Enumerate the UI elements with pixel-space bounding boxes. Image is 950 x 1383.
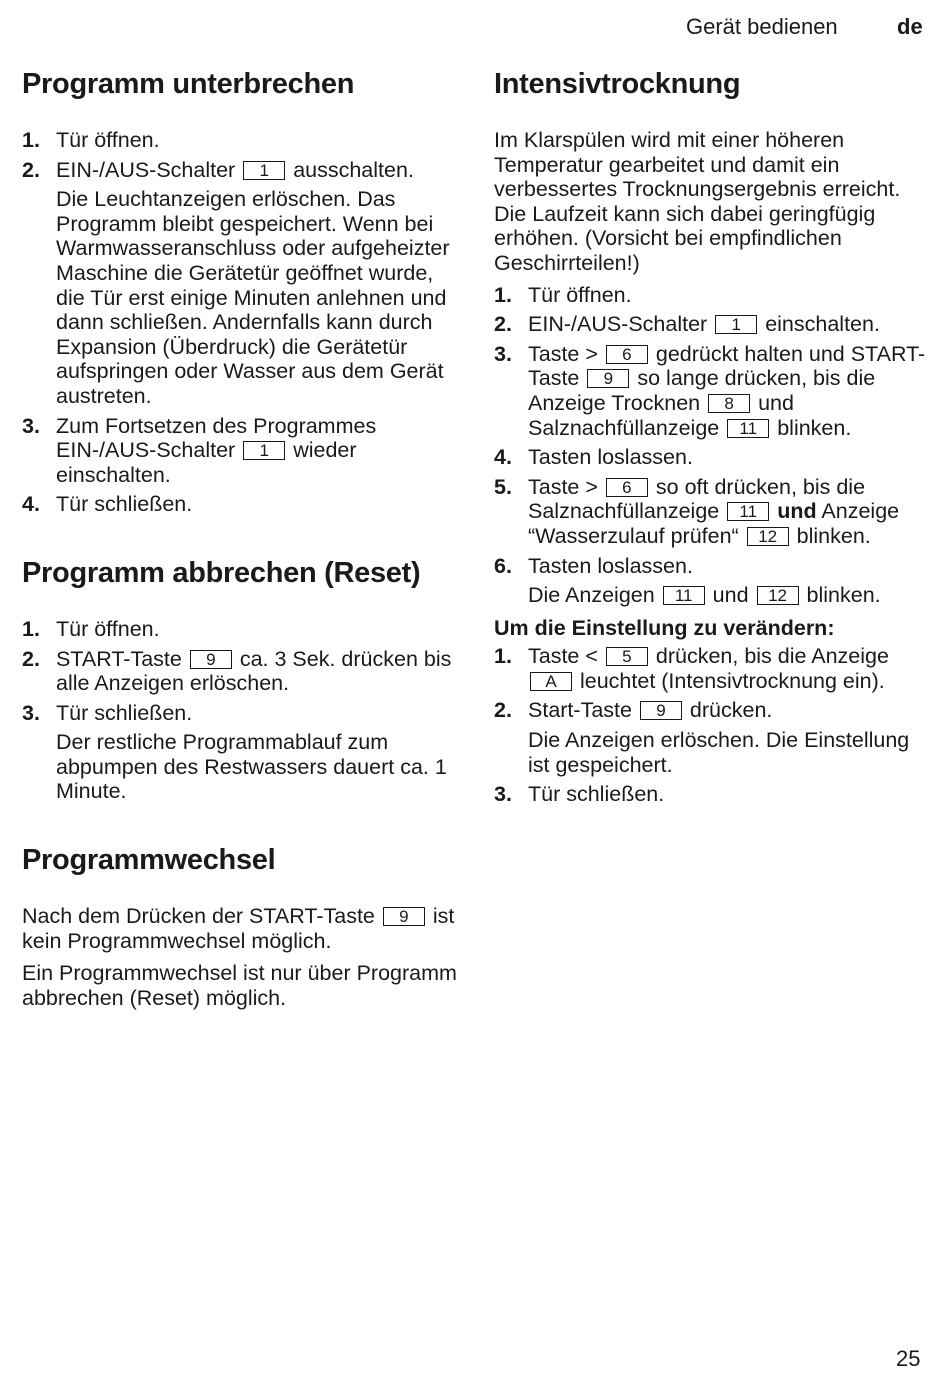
key-symbol: 6: [606, 345, 648, 364]
step-text: Tür schließen.: [528, 782, 665, 807]
key-symbol: 11: [727, 502, 769, 521]
list-item: [494, 644, 929, 693]
page-number: 25: [896, 1346, 921, 1371]
step-text: Anzeige “Wasserzulauf prüfen“: [528, 499, 900, 548]
step-text: gedrückt halten und START-Taste: [528, 341, 926, 391]
step-note: [528, 583, 929, 608]
key-symbol: 9: [640, 701, 682, 720]
step-text: Taste <: [528, 644, 598, 669]
step-number: 4.: [22, 492, 40, 517]
section-title-pause: Programm unterbrechen: [22, 68, 355, 100]
step-number: 1.: [22, 128, 40, 152]
step-text: Tasten loslassen.: [528, 553, 693, 578]
step-text: Tür öffnen.: [56, 616, 160, 641]
list-item: [22, 128, 462, 153]
step-number: 6.: [494, 553, 512, 578]
list-item: [22, 617, 462, 642]
key-symbol: 1: [243, 161, 285, 180]
step-text: Tasten loslassen.: [528, 445, 693, 470]
list-item: [22, 647, 462, 696]
intro-paragraph: Im Klarspülen wird mit einer höheren Temperatur gearbeitet und damit ein verbessertes Trocknungsergebnis erreicht. Die Laufzeit kann sich dabei geringfügig erhöhen. (Vorsicht bei empfindlichen Geschirrteilen!): [494, 128, 901, 275]
section-title-intensive-drying: Intensivtrocknung: [494, 68, 741, 100]
step-text: Taste >: [528, 341, 598, 366]
step-text: Tür schließen.: [56, 700, 193, 725]
step-number: 2.: [22, 646, 40, 671]
step-number: 3.: [494, 782, 512, 807]
step-text-bold: und: [777, 499, 817, 524]
list-item: [494, 342, 929, 440]
list-item: [22, 492, 462, 517]
step-note-text: und: [712, 583, 749, 608]
list-item: [494, 445, 929, 470]
step-text: Tür schließen.: [56, 492, 193, 517]
step-number: 4.: [494, 445, 512, 470]
step-text: Tür öffnen.: [56, 128, 160, 152]
step-text: wieder einschalten.: [56, 438, 357, 487]
step-text: drücken.: [689, 698, 773, 723]
header-section-title: Gerät bedienen: [686, 14, 838, 39]
intensive-steps: [494, 283, 929, 608]
step-text: EIN-/AUS-Schalter: [528, 312, 708, 337]
step-text: blinken.: [796, 523, 871, 548]
step-number: 1.: [22, 616, 40, 641]
header-language: de: [897, 14, 923, 39]
paragraph-text: Nach dem Drücken der START-Taste: [22, 904, 375, 929]
step-number: 2.: [22, 157, 40, 182]
key-symbol: 1: [715, 315, 757, 334]
step-text: Zum Fortsetzen des Programmes EIN-/AUS-Schalter: [56, 413, 377, 463]
step-text: leuchtet (Intensivtrocknung ein).: [579, 668, 885, 693]
key-symbol: 9: [383, 907, 425, 926]
reset-steps: [22, 617, 462, 804]
step-text: drücken, bis die Anzeige: [655, 644, 889, 669]
section-title-reset: Programm abbrechen (Reset): [22, 556, 421, 589]
step-text: und Salznachfüllanzeige: [528, 390, 794, 440]
key-symbol: 1: [243, 441, 285, 460]
list-item: [494, 782, 929, 807]
step-text: Tür öffnen.: [528, 282, 632, 307]
list-item: [22, 158, 462, 409]
key-symbol: 5: [606, 647, 648, 666]
step-note: Die Leuchtanzeigen erlöschen. Das Programm bleibt gespeichert. Wenn bei Warmwasseranschluss oder aufgeheizter Maschine die Gerätetür geöffnet wurde, die Tür erst einige Minuten anlehnen und dann schließen. Andernfalls kann durch Expansion (Überdruck) die Gerätetür aufspringen oder Wasser aus dem Gerät austreten.: [56, 187, 450, 408]
key-symbol: 11: [727, 419, 769, 438]
key-symbol: 6: [606, 478, 648, 497]
key-symbol: 12: [757, 586, 799, 605]
step-number: 1.: [494, 644, 512, 669]
key-symbol: 12: [747, 527, 789, 546]
step-text: Taste >: [528, 474, 598, 499]
step-number: 2.: [494, 698, 512, 723]
section-title-program-change: Programmwechsel: [22, 844, 276, 877]
step-text: einschalten.: [765, 312, 880, 337]
step-number: 1.: [494, 282, 512, 307]
paragraph: [22, 904, 462, 953]
list-item: [22, 701, 462, 804]
key-symbol: 9: [190, 650, 232, 669]
step-note: Der restliche Programmablauf zum abpumpen des Restwassers dauert ca. 1 Minute.: [56, 730, 447, 804]
step-text: blinken.: [777, 415, 852, 440]
list-item: [494, 554, 929, 608]
list-item: [494, 475, 929, 549]
step-number: 5.: [494, 474, 512, 499]
step-note-text: blinken.: [806, 583, 881, 608]
step-text: ca. 3 Sek. drücken bis alle Anzeigen erlöschen.: [56, 646, 452, 696]
step-note-text: Die Anzeigen: [528, 583, 655, 608]
left-column: [22, 66, 462, 1018]
paragraph-text: ist kein Programmwechsel möglich.: [22, 904, 455, 953]
step-text: EIN-/AUS-Schalter: [56, 157, 236, 182]
pause-steps: [22, 128, 462, 517]
step-text: Start-Taste: [528, 698, 632, 723]
step-number: 3.: [22, 700, 40, 725]
list-item: [494, 283, 929, 308]
paragraph: Ein Programmwechsel ist nur über Programm abbrechen (Reset) möglich.: [22, 961, 457, 1010]
step-text: so oft drücken, bis die Salznachfüllanzeige: [528, 474, 866, 524]
step-text: so lange drücken, bis die Anzeige Trocknen: [528, 366, 876, 415]
key-symbol: A: [530, 672, 572, 691]
change-setting-steps: [494, 644, 929, 807]
step-note: Die Anzeigen erlöschen. Die Einstellung ist gespeichert.: [528, 728, 910, 777]
subheading-change-setting: Um die Einstellung zu verändern:: [494, 615, 835, 640]
step-number: 3.: [22, 413, 40, 438]
list-item: [494, 698, 929, 777]
step-number: 2.: [494, 312, 512, 337]
key-symbol: 8: [708, 394, 750, 413]
step-number: 3.: [494, 341, 512, 366]
step-text: ausschalten.: [293, 157, 414, 182]
key-symbol: 11: [663, 586, 705, 605]
key-symbol: 9: [587, 369, 629, 388]
list-item: [22, 414, 462, 488]
step-text: START-Taste: [56, 646, 182, 671]
right-column: [494, 66, 929, 812]
list-item: [494, 312, 929, 337]
